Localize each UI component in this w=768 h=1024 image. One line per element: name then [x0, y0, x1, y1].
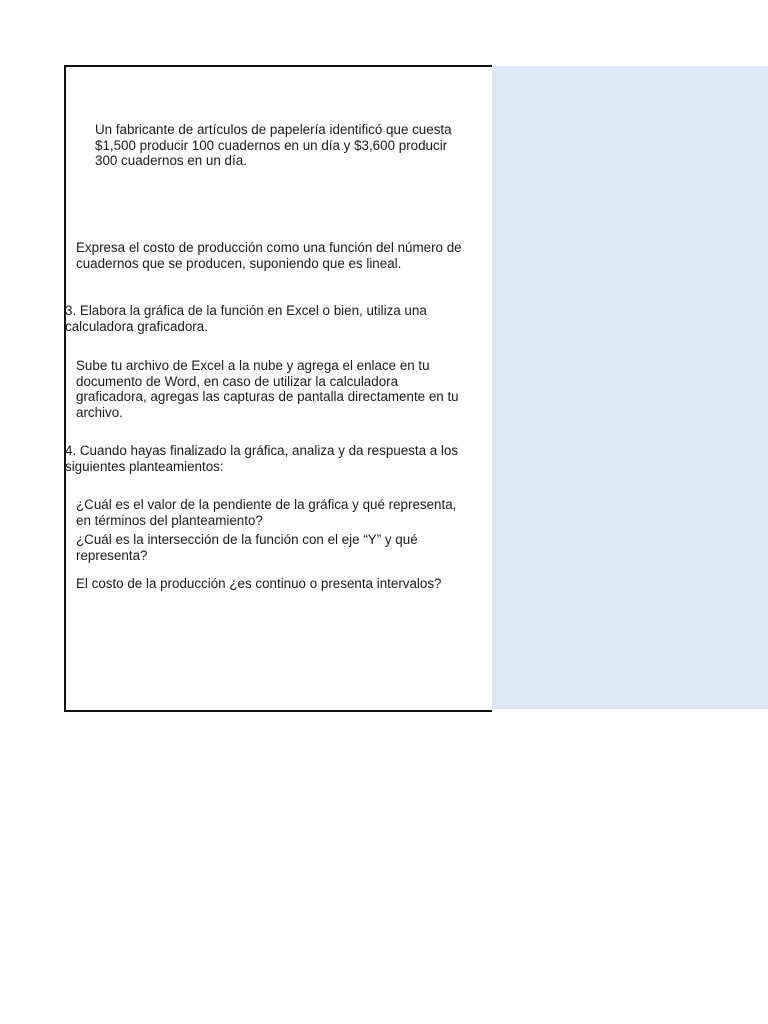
step-4-heading: 4. Cuando hayas finalizado la gráfica, analiza y da respuesta a los siguientes planteamientos: — [65, 443, 459, 474]
continuity-question: El costo de la producción ¿es continuo o presenta intervalos? — [76, 576, 442, 591]
intercept-question: ¿Cuál es la intersección de la función con el eje “Y” y qué representa? — [76, 532, 418, 563]
cost-function-instruction: Expresa el costo de producción como una función del número de cuadernos que se producen, suponiendo que es lineal. — [76, 240, 462, 271]
upload-instruction: Sube tu archivo de Excel a la nube y agrega el enlace en tu documento de Word, en caso de utilizar la calculadora graficadora, agregas las capturas de pantalla directamente en tu archivo. — [76, 358, 459, 420]
side-panel — [492, 66, 768, 709]
slope-question: ¿Cuál es el valor de la pendiente de la gráfica y qué representa, en términos del planteamiento? — [76, 497, 457, 528]
step-3-heading: 3. Elabora la gráfica de la función en Excel o bien, utiliza una calculadora graficadora. — [65, 303, 427, 334]
intro-paragraph: Un fabricante de artículos de papelería identificó que cuesta $1,500 producir 100 cuadernos en un día y $3,600 producir 300 cuadernos en un día. — [95, 122, 452, 168]
